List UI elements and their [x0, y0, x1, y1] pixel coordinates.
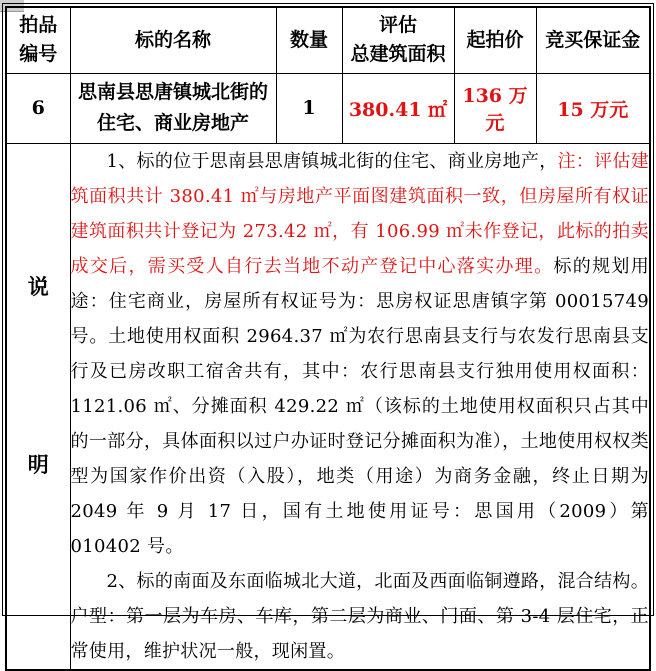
table-outer-border [2, 3, 654, 662]
lot-name-line2: 住宅、商业房地产 [96, 112, 249, 134]
notes-label-char-2: 明 [27, 452, 49, 477]
header-deposit: 竞买保证金 [536, 7, 650, 73]
notes-label-cell [6, 143, 70, 670]
header-row [6, 7, 650, 73]
notes-content-cell [70, 143, 650, 670]
notes-label-char-1: 说 [27, 274, 49, 299]
auction-lot-table [5, 6, 651, 671]
lot-assessed-area-value: 380.41 ㎡ [342, 73, 454, 143]
header-starting-price: 起拍价 [454, 7, 536, 73]
lot-name-value [70, 73, 276, 143]
header-quantity: 数量 [276, 7, 342, 73]
lot-number-value: 6 [6, 73, 70, 143]
notes-row [6, 143, 650, 670]
header-lot-number [6, 7, 70, 73]
header-lot-number-line2: 编号 [19, 43, 58, 66]
header-lot-number-line1: 拍品 [19, 14, 58, 37]
notes-paragraph-1 [71, 144, 650, 564]
notes-p1-red-warning: 注：评估建筑面积共计 380.41 ㎡与房地产平面图建筑面积一致，但房屋所有权证建筑面积共计登记为 273.42 ㎡，有 106.99 ㎡未作登记，此标的拍卖成交后，需买受人自行去当地不动产登记中心落实办理。 [70, 150, 650, 277]
lot-quantity-value: 1 [276, 73, 342, 143]
notes-label [7, 271, 70, 541]
notes-p1-details: 标的规划用途：住宅商业，房屋所有权证号为：思房权证思唐镇字第 00015749 号。土地使用权面积 2964.37 ㎡为农行思南县支行与农发行思南县支行及已房改职工宿舍共有，其中：农行思南县支行独用使用权面积：1121.06 ㎡、分摊面积 429.22 ㎡（该标的土地使用权面积只占其中的一部分，具体面积以过户办证时登记分摊面积为准），土地使用权权类型为国家作价出资（入股），地类（用途）为商务金融，终止日期为 2049 年 9 月 17 日，国有土地使用证号：思国用（2009）第 010402 号。 [70, 255, 650, 557]
notes-p1-intro: 1、标的位于思南县思唐镇城北街的住宅、商业房地产， [106, 150, 558, 172]
lot-data-row [6, 73, 650, 143]
header-name: 标的名称 [70, 7, 276, 73]
notes-paragraph-2 [71, 564, 650, 669]
lot-deposit-value: 15 万元 [536, 73, 650, 143]
header-assessed-area-line1: 评估 [378, 14, 417, 37]
notes-p2-text: 2、标的南面及东面临城北大道，北面及西面临铜遵路，混合结构。户型：第一层为车房、车库，第二层为商业、门面、第 3-4 层住宅，正常使用，维护状况一般，现闲置。 [70, 570, 649, 662]
lot-name-line1: 思南县思唐镇城北街的 [77, 81, 268, 103]
header-assessed-area-line2: 总建筑面积 [350, 43, 446, 66]
header-assessed-area [342, 7, 454, 73]
lot-starting-price-value: 136 万元 [454, 73, 536, 143]
